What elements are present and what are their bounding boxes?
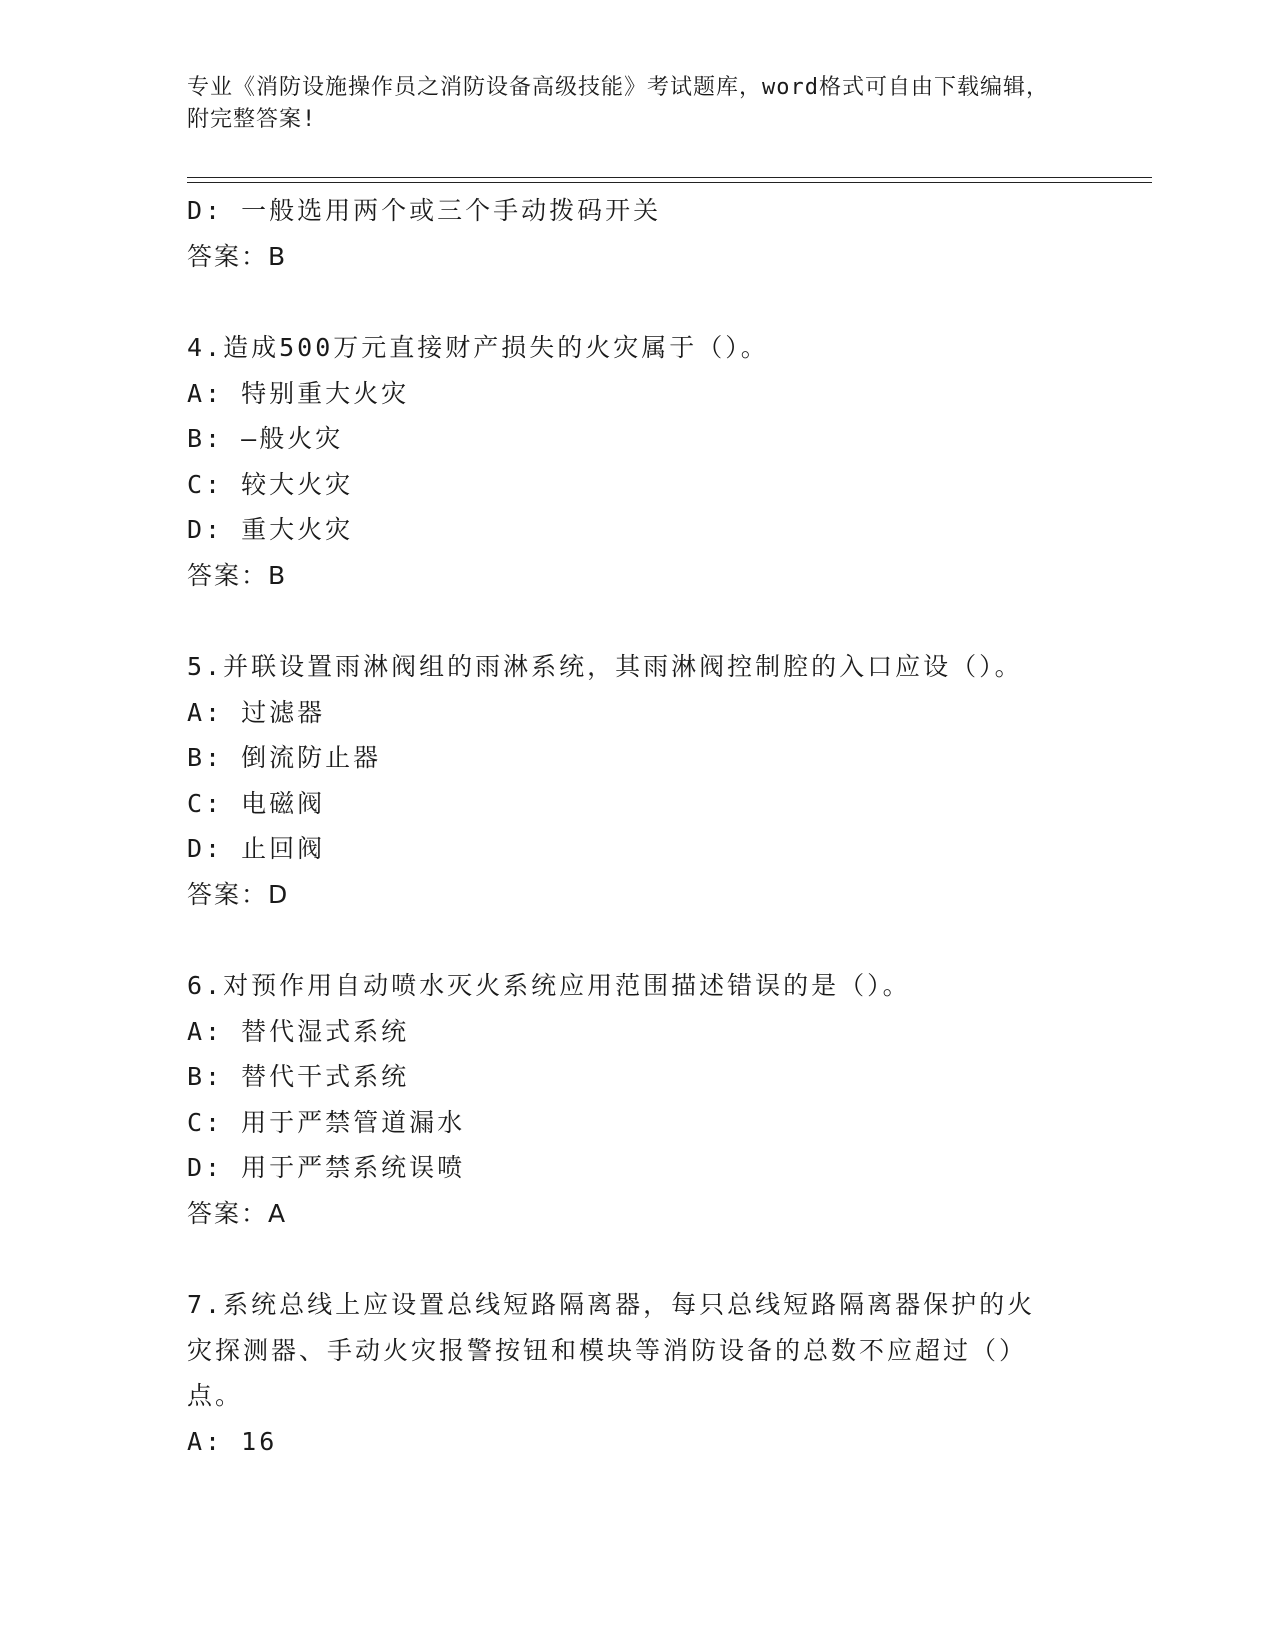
option-c: C: 电磁阀 — [187, 788, 326, 818]
option-c: C: 用于严禁管道漏水 — [187, 1107, 466, 1137]
question-content — [187, 188, 1087, 1464]
question-stem: 4.造成500万元直接财产损失的火灾属于（）。 — [187, 333, 769, 362]
option-d: D: 用于严禁系统误喷 — [187, 1153, 466, 1182]
option-d: D: 止回阀 — [187, 834, 326, 863]
answer: 答案：D — [187, 879, 290, 909]
question-stem: 5.并联设置雨淋阀组的雨淋系统，其雨淋阀控制腔的入口应设（）。 — [187, 652, 1023, 681]
option-d: D: 重大火灾 — [187, 515, 354, 544]
q3-option-d: D: 一般选用两个或三个手动拨码开关 — [187, 196, 662, 225]
question-stem: 7.系统总线上应设置总线短路隔离器，每只总线短路隔离器保护的火灾探测器、手动火灾报警按钮和模块等消防设备的总数不应超过（）点。 — [187, 1290, 1036, 1410]
answer: 答案：A — [187, 1198, 288, 1228]
question-5 — [187, 644, 1087, 917]
option-b: B: 倒流防止器 — [187, 743, 382, 772]
option-a: A: 替代湿式系统 — [187, 1016, 410, 1046]
option-b: B: 替代干式系统 — [187, 1062, 410, 1091]
question-7 — [187, 1282, 1087, 1464]
answer: 答案：B — [187, 560, 288, 590]
header-divider-bottom — [187, 182, 1152, 183]
header-divider-top — [187, 177, 1152, 178]
option-a: A: 特别重大火灾 — [187, 378, 410, 408]
q3-answer: 答案：B — [187, 241, 288, 271]
question-stem: 6.对预作用自动喷水灭火系统应用范围描述错误的是（）。 — [187, 971, 911, 1000]
option-c: C: 较大火灾 — [187, 469, 354, 499]
option-b: B: —般火灾 — [187, 424, 344, 453]
question-4 — [187, 325, 1087, 598]
document-header: 专业《消防设施操作员之消防设备高级技能》考试题库，word格式可自由下载编辑，附完整答案! — [187, 75, 1049, 132]
question-6 — [187, 963, 1087, 1236]
option-a: A: 过滤器 — [187, 697, 326, 727]
option-a: A: 16 — [187, 1426, 278, 1456]
